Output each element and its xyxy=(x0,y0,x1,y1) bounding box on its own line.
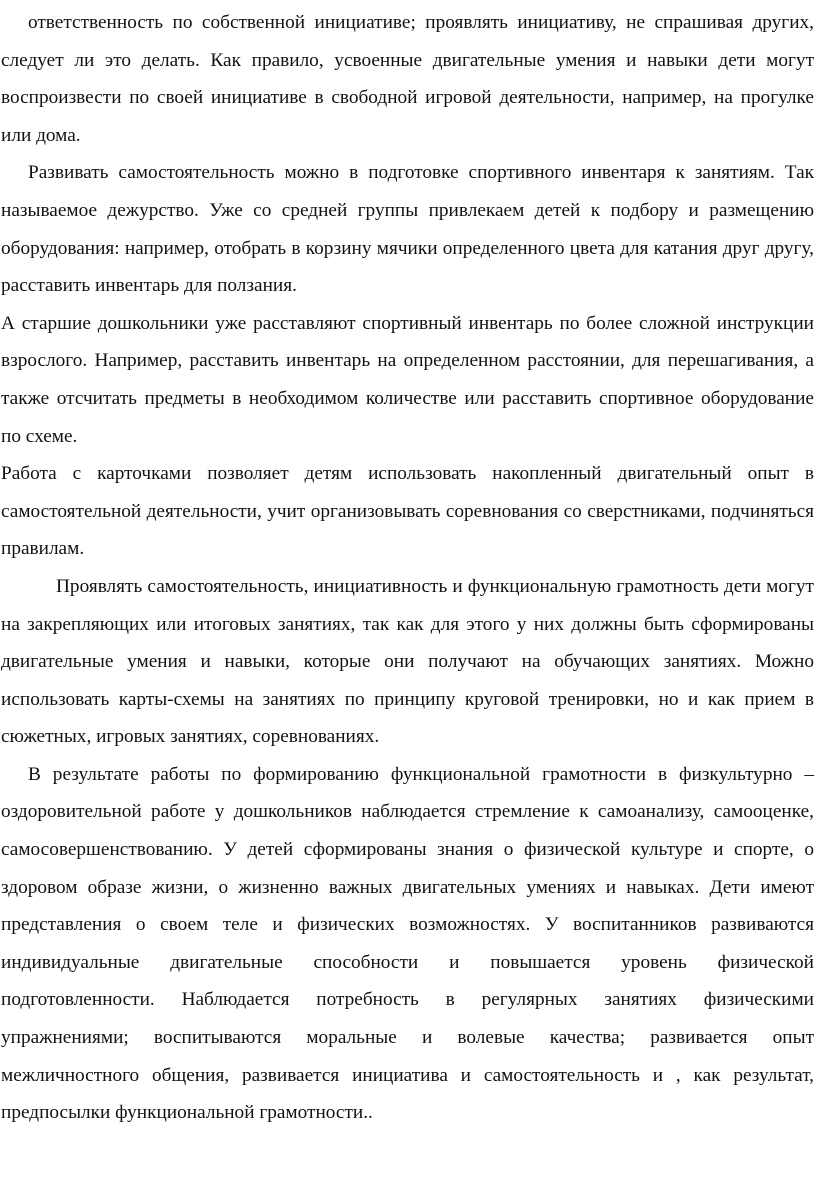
paragraph-independence-lessons: Проявлять самостоятельность, инициативность и функциональную грамотность дети могут на закрепляющих или итоговых занятиях, так как для этого у них должны быть сформированы двигательные умения и навыки, которые они получают на обучающих занятиях. Можно использовать карты-схемы на занятиях по принципу круговой тренировки, но и как прием в сюжетных, игровых занятиях, соревнованиях. xyxy=(1,575,814,748)
paragraph-equipment-duty: Развивать самостоятельность можно в подготовке спортивного инвентаря к занятиям. Так называемое дежурство. Уже со средней группы привлекаем детей к подбору и размещению оборудования: например, отобрать в корзину мячики определенного цвета для катания друг другу, расставить инвентарь для ползания. xyxy=(1,162,814,297)
paragraph-initiative-continuation: ответственность по собственной инициативе; проявлять инициативу, не спрашивая других, следует ли это делать. Как правило, усвоенные двигательные умения и навыки дети могут воспроизвести по своей инициативе в свободной игровой деятельности, например, на прогулке или дома. xyxy=(1,12,814,146)
paragraph-older-preschoolers: А старшие дошкольники уже расставляют спортивный инвентарь по более сложной инструкции взрослого. Например, расставить инвентарь на определенном расстоянии, для перешагивания, а также отсчитать предметы в необходимом количестве или расставить спортивное оборудование по схеме. xyxy=(1,312,814,447)
document-body xyxy=(1,4,814,1132)
paragraph-results: В результате работы по формированию функциональной грамотности в физкультурно – оздоровительной работе у дошкольников наблюдается стремление к самоанализу, самооценке, самосовершенствованию. У детей сформированы знания о физической культуре и спорте, о здоровом образе жизни, о жизненно важных двигательных умениях и навыках. Дети имеют представления о своем теле и физических возможностях. У воспитанников развиваются индивидуальные двигательные способности и повышается уровень физической подготовленности. Наблюдается потребность в регулярных занятиях физическими упражнениями; воспитываются моральные и волевые качества; развивается опыт межличностного общения, развивается инициатива и самостоятельность и , как результат, предпосылки функциональной грамотности.. xyxy=(1,763,814,1124)
paragraph-cards-work: Работа с карточками позволяет детям использовать накопленный двигательный опыт в самостоятельной деятельности, учит организовывать соревнования со сверстниками, подчиняться правилам. xyxy=(1,463,814,560)
